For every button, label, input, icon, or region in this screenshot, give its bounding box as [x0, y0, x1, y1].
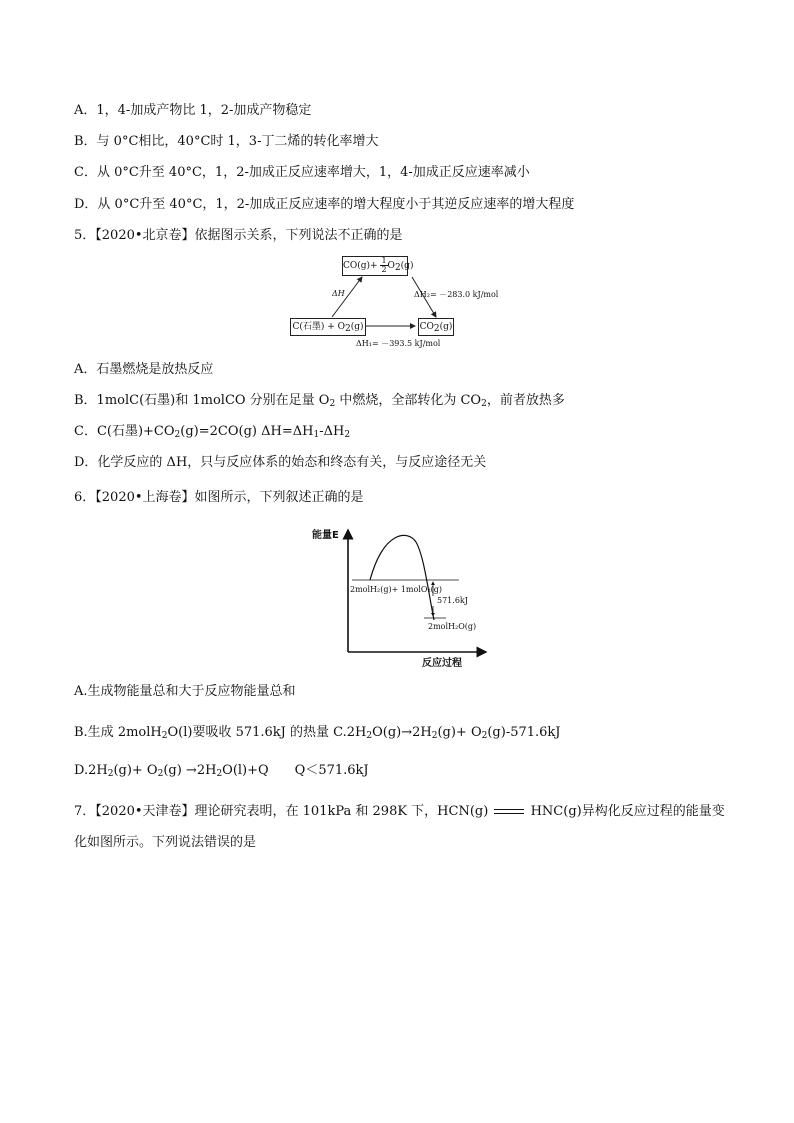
subscript: 2 — [161, 731, 168, 741]
q5-box-co-text: CO(g)+ — [343, 261, 381, 271]
q6-option-d-part1: D.2H — [74, 763, 108, 778]
q5-label-dh1: ΔH₁= －393.5 kJ/mol — [356, 339, 441, 348]
q5-diagram-arrows — [286, 255, 468, 351]
subscript: 2 — [216, 769, 223, 779]
subscript: 2 — [481, 399, 487, 409]
q6-option-d — [74, 762, 369, 780]
x-axis-label: 反应过程 — [422, 658, 462, 669]
subscript: 2 — [344, 430, 351, 440]
fraction-denominator: 2 — [381, 265, 387, 274]
subscript: 2 — [174, 430, 181, 440]
q7-stem-part1: 7．【2020•天津卷】理论研究表明，在 101kPa 和 298K 下，HCN(g) — [74, 804, 493, 819]
equilibrium-arrow-icon — [492, 807, 526, 817]
q4-option-a: A．1，4-加成产物比 1，2-加成产物稳定 — [74, 103, 312, 118]
q5-box-graphite-state: (g) — [350, 322, 364, 332]
subscript: 2 — [329, 399, 336, 409]
q5-energy-cycle-diagram — [286, 255, 499, 351]
subscript: 2 — [481, 731, 488, 741]
energy-label: 571.6kJ — [437, 596, 468, 605]
q6-option-b-part5: (g)-571.6kJ — [487, 725, 561, 740]
q4-option-d: D．从 0°C升至 40°C，1，2-加成正反应速率的增大程度小于其逆反应速率的增大程度 — [74, 197, 575, 212]
q6-option-d-part4: O(l)+Q Q＜571.6kJ — [222, 763, 369, 778]
q6-energy-diagram — [304, 520, 504, 670]
q5-stem: 5．【2020•北京卷】依据图示关系，下列说法不正确的是 — [74, 228, 403, 243]
q5-box-co2-state: (g) — [439, 322, 453, 332]
reactants-label: 2molH₂(g)+ 1molO₂(g) — [350, 585, 443, 594]
q7-stem-line2: 化如图所示。下列说法错误的是 — [74, 835, 257, 850]
energy-curve — [370, 535, 434, 620]
y-axis-label: 能量E — [312, 530, 339, 541]
fraction-numerator: 1 — [381, 256, 387, 265]
q6-option-b-part1: B.生成 2molH — [74, 725, 162, 740]
subscript: 2 — [433, 324, 440, 334]
q6-option-b-part4: (g)+ O — [437, 725, 482, 740]
q4-option-c: C．从 0°C升至 40°C，1，2-加成正反应速率增大，1，4-加成正反应速率减小 — [74, 165, 530, 180]
q5-option-b-part3: ，前者放热多 — [486, 393, 565, 408]
q5-option-d: D．化学反应的 ΔH，只与反应体系的始态和终态有关，与反应途径无关 — [74, 455, 487, 470]
q6-option-b-part2: O(l)要吸收 571.6kJ 的热量 C.2H — [167, 725, 367, 740]
q5-label-dh: ΔH — [332, 289, 345, 298]
q5-option-b-part2: 中燃烧，全部转化为 CO — [335, 393, 482, 408]
q5-option-b-part1: B．1molC(石墨)和 1molCO 分别在足量 O — [74, 393, 330, 408]
q5-box-graphite-text: C(石墨) + O — [292, 322, 346, 332]
q7-stem-part2: HNC(g)异构化反应过程的能量变 — [526, 804, 725, 819]
q5-label-dh2: ΔH₂= －283.0 kJ/mol — [414, 290, 499, 299]
subscript: 2 — [431, 731, 438, 741]
q6-option-b-part3: O(g)→2H — [372, 725, 432, 740]
q6-option-b — [74, 724, 561, 742]
q5-option-b — [74, 392, 565, 410]
q6-option-d-part2: (g)+ O — [113, 763, 158, 778]
subscript: 2 — [394, 263, 401, 273]
product-label: 2molH₂O(g) — [428, 622, 477, 631]
subscript: 2 — [345, 324, 351, 334]
subscript: 1 — [313, 430, 320, 440]
subscript: 2 — [366, 731, 373, 741]
q5-option-c-part3: -ΔH — [319, 424, 345, 439]
q5-box-co2-text: CO — [419, 322, 434, 332]
q5-option-c — [74, 423, 350, 441]
q5-box-co-state: (g) — [400, 261, 414, 271]
q7-stem-line1 — [74, 803, 725, 821]
q6-option-a: A.生成物能量总和大于反应物能量总和 — [74, 684, 296, 699]
subscript: 2 — [107, 769, 114, 779]
q5-option-a: A．石墨燃烧是放热反应 — [74, 362, 214, 377]
q6-option-d-part3: (g) →2H — [163, 763, 217, 778]
subscript: 2 — [157, 769, 164, 779]
q6-stem: 6．【2020•上海卷】如图所示，下列叙述正确的是 — [74, 490, 364, 505]
q5-box-co-o: O — [387, 261, 395, 271]
q5-option-c-part2: (g)=2CO(g) ΔH=ΔH — [180, 424, 314, 439]
q4-option-b: B．与 0°C相比，40°C时 1，3-丁二烯的转化率增大 — [74, 134, 379, 149]
q5-option-c-part1: C．C(石墨)+CO — [74, 424, 175, 439]
